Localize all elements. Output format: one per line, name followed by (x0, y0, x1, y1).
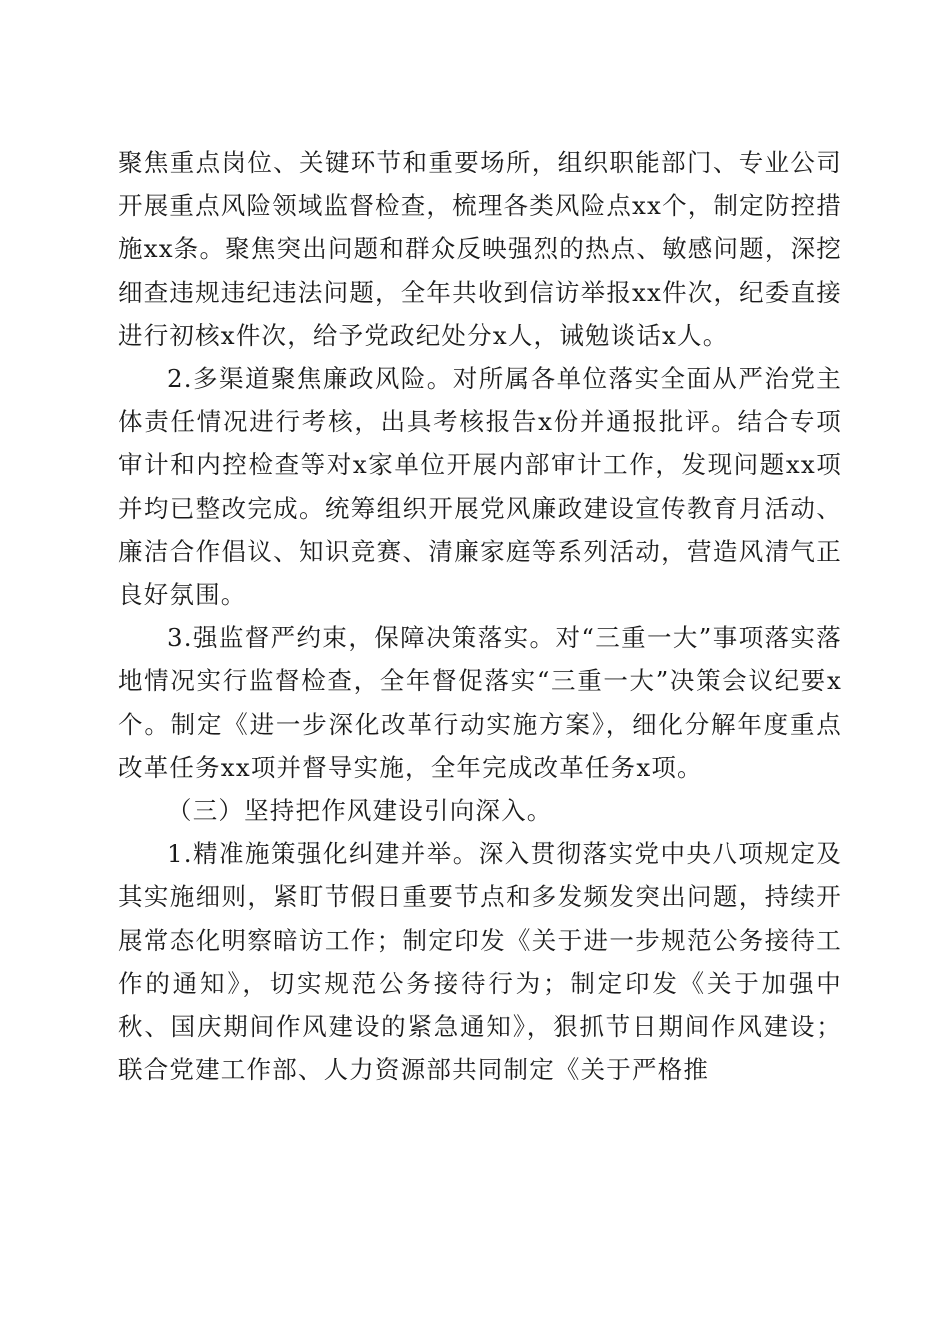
document-body (118, 141, 842, 1091)
paragraph-item-3: 3.强监督严约束，保障决策落实。对“三重一大”事项落实落地情况实行监督检查，全年督促落实“三重一大”决策会议纪要x个。制定《进一步深化改革行动实施方案》，细化分解年度重点改革任务xx项并督导实施，全年完成改革任务x项。 (118, 623, 842, 782)
section-heading: （三）坚持把作风建设引向深入。 (167, 796, 553, 826)
paragraph-item-2: 2.多渠道聚焦廉政风险。对所属各单位落实全面从严治党主体责任情况进行考核，出具考核报告x份并通报批评。结合专项审计和内控检查等对x家单位开展内部审计工作，发现问题xx项并均已整改完成。统筹组织开展党风廉政建设宣传教育月活动、廉洁合作倡议、知识竞赛、清廉家庭等系列活动，营造风清气正良好氛围。 (118, 364, 842, 610)
paragraph-continuation: 聚焦重点岗位、关键环节和重要场所，组织职能部门、专业公司开展重点风险领域监督检查，梳理各类风险点xx个，制定防控措施xx条。聚焦突出问题和群众反映强烈的热点、敏感问题，深挖细查违规违纪违法问题，全年共收到信访举报xx件次，纪委直接进行初核x件次，给予党政纪处分x人，诫勉谈话x人。 (118, 148, 842, 350)
paragraph-item-1: 1.精准施策强化纠建并举。深入贯彻落实党中央八项规定及其实施细则，紧盯节假日重要节点和多发频发突出问题，持续开展常态化明察暗访工作；制定印发《关于进一步规范公务接待工作的通知》，切实规范公务接待行为；制定印发《关于加强中秋、国庆期间作风建设的紧急通知》，狠抓节日期间作风建设；联合党建工作部、人力资源部共同制定《关于严格推 (118, 839, 842, 1085)
